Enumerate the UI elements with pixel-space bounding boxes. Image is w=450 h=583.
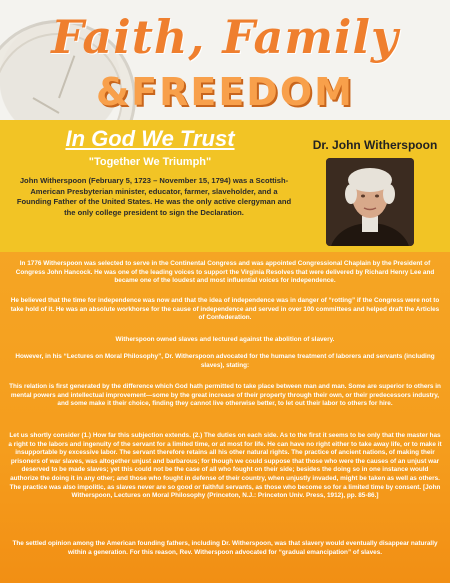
body-paragraph: In 1776 Witherspoon was selected to serve in the Continental Congress and was appointed Congressional Chaplain by the President of Congress John Hancock. He was one of the leading voices to support the Virginia Resolves that were delivered by Richard Henry Lee and became one of the loudest and most influential voices for independence. bbox=[15, 260, 435, 285]
page-title: Faith, Family bbox=[51, 10, 399, 64]
quote-paragraph: This relation is first generated by the difference which God hath permitted to take place between man and man. Some are superior to others in mental powers and intellectual improvement—some by the great increase of their property through their own, or their predecessors industry, and some make it their choice, finding they cannot live otherwise better, to let out their labor to others for hire. bbox=[9, 383, 441, 408]
body-paragraph: The settled opinion among the American founding fathers, including Dr. Witherspoon, was that slavery would eventually disappear naturally within a generation. For this reason, Rev. Witherspoon advocated for “gradual emancipation” of slaves. bbox=[12, 540, 438, 556]
banner-tagline: "Together We Triumph" bbox=[88, 156, 212, 168]
page-subtitle: &FREEDOM bbox=[96, 70, 354, 114]
banner-headline: In God We Trust bbox=[65, 126, 235, 151]
quote-paragraph: Let us shortly consider (1.) How far this subjection extends. (2.) The duties on each side. As to the first it seems to be only that the master has a right to the labors and ingenuity of the servant for a limited time, or at most for life. He can have no right either to take away life, or to make it insupportable by excessive labor. The servant therefore retains all his other natural rights. The practice of ancient nations, of making their prisoners of war slaves, was altogether unjust and barbarous; for though we could suppose that those who were the causes of an unjust war deserved to be made slaves; yet this could not be the case of all who fought on their side; besides the doing so in one instance would authorize the doing it in any other; and those who fought in defense of their country, when unjustly invaded, might be taken as well as others. The practice was also impolitic, as slaves never are so good or faithful servants, as those who become so for a limited time by consent. [John Witherspoon, Lectures on Moral Philosophy (Princeton, N.J.: Princeton Univ. Press, 1912), pp. 85-86.] bbox=[8, 432, 442, 500]
portrait-caption: Dr. John Witherspoon bbox=[312, 138, 438, 152]
banner-intro: John Witherspoon (February 5, 1723 – November 15, 1794) was a Scottish-American Presbyterian minister, educator, farmer, slaveholder, and a Founding Father of the United States. He was the only active clergyman and the only college president to sign the Declaration. bbox=[16, 176, 292, 217]
body-paragraph: He believed that the time for independence was now and that the idea of independence was in danger of “rotting” if the Congress were not to take hold of it. He was an absolute workhorse for the cause of independence and served in over 100 committees and helped draft the Articles of Confederation. bbox=[10, 297, 440, 322]
portrait-illustration bbox=[326, 158, 414, 246]
body-section bbox=[0, 252, 450, 583]
header bbox=[0, 0, 450, 120]
body-paragraph: However, in his “Lectures on Moral Philosophy”, Dr. Witherspoon advocated for the humane treatment of laborers and servants (including slaves), stating: bbox=[15, 353, 435, 369]
banner-text bbox=[0, 120, 300, 252]
portrait-image bbox=[326, 158, 414, 246]
body-paragraph: Witherspoon owned slaves and lectured against the abolition of slavery. bbox=[115, 336, 335, 343]
